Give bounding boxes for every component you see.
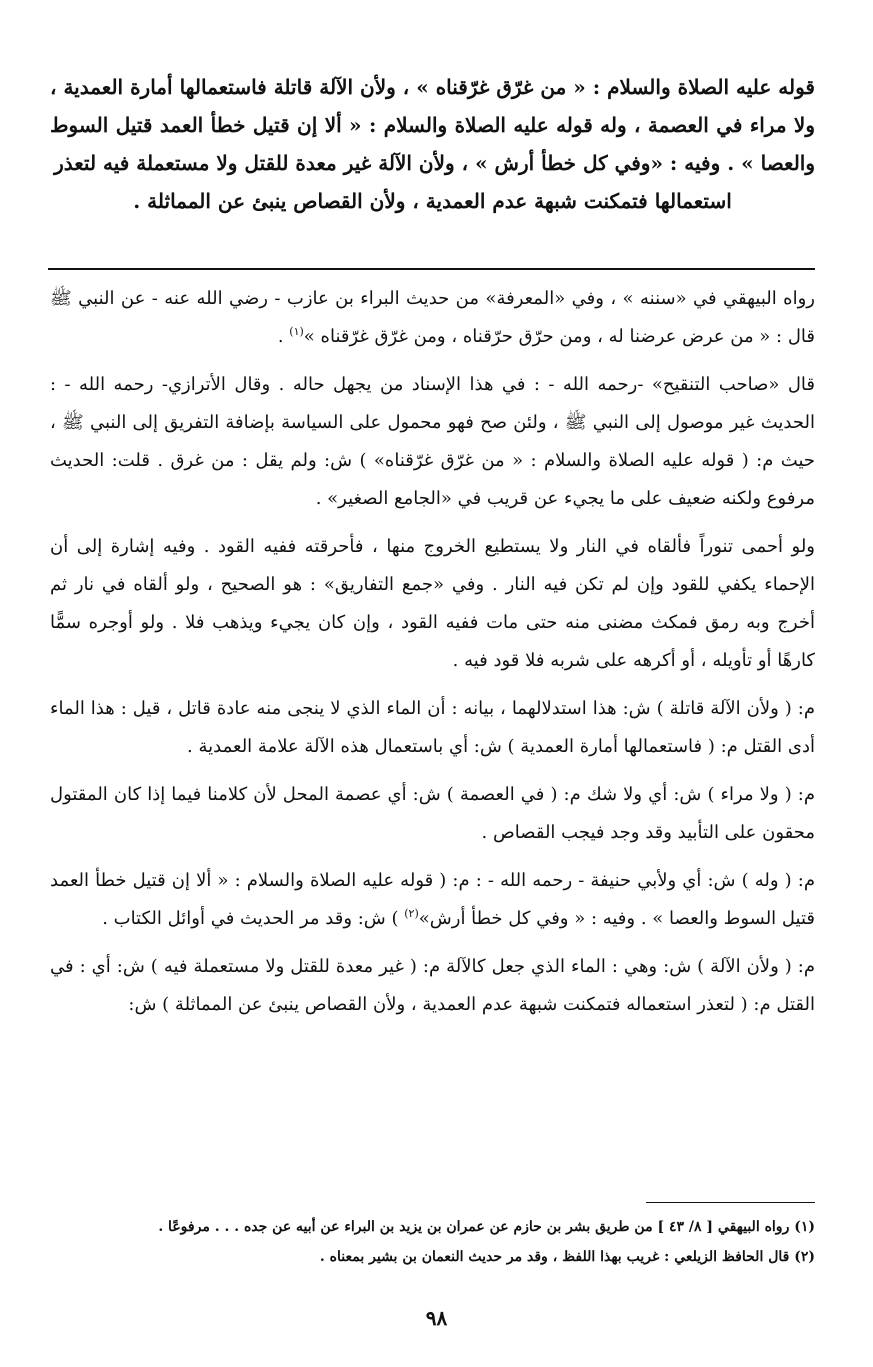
footnote: (١) رواه البيهقي [ ٨/ ٤٣ ] من طريق بشر بن حازم عن عمران بن يزيد بن البراء عن أبيه عن جده . . . مرفوعًا . — [158, 1219, 815, 1235]
text-separator-rule — [48, 268, 815, 270]
main-text — [50, 68, 815, 220]
main-paragraph: قوله عليه الصلاة والسلام : « من غرّق غرّقناه » ، ولأن الآلة قاتلة فاستعمالها أمارة العمدية ، ولا مراء في العصمة ، وله قوله عليه الصلاة والسلام : « ألا إن قتيل خطأ العمد قتيل السوط والعصا » . وفيه : «وفي كل خطأ أرش » ، ولأن الآلة غير معدة للقتل ولا مستعملة فيه لتعذر — [50, 75, 815, 175]
footnote-separator-rule — [646, 1202, 815, 1203]
commentary-paragraph: ولو أحمى تنوراً فألقاه في النار ولا يستطيع الخروج منها ، فأحرقته ففيه القود . وفيه إشارة إلى أن الإحماء يكفي للقود وإن لم تكن فيه النار . وفي «جمع التفاريق» : هو الصحيح ، ولو ألقاه في نار ثم أخرج وبه رمق فمكث مضنى منه حتى مات ففيه القود ، وإن كان يجيء ويذهب فلا . ولو أوجره سمًّا كارهًا أو تأويله ، أو أكرهه على شربه فلا قود فيه . — [50, 536, 815, 671]
footnotes — [50, 1212, 815, 1272]
commentary-paragraph: م: ( ولا مراء ) ش: أي ولا شك م: ( في العصمة ) ش: أي عصمة المحل لأن كلامنا فيما إذا كان المقتول محقون على التأبيد وقد وجد فيجب القصاص . — [50, 784, 815, 843]
main-paragraph-last-line: استعمالها فتمكنت شبهة عدم العمدية ، ولأن القصاص ينبئ عن المماثلة . — [133, 189, 732, 213]
footnote: (٢) قال الحافظ الزيلعي : غريب بهذا اللفظ ، وقد مر حديث النعمان بن بشير بمعناه . — [319, 1249, 815, 1265]
commentary-paragraph: قال «صاحب التنقيح» -رحمه الله - : في هذا الإسناد من يجهل حاله . وقال الأترازي- رحمه الله - : الحديث غير موصول إلى النبي ﷺ ، ولئن صح فهو محمول على السياسة بإضافة التفريق إلى النبي ﷺ ، حيث م: ( قوله عليه الصلاة والسلام : « من غرّق غرّقناه» ) ش: ولم يقل : من غرق . قلت: الحديث مرفوع ولكنه ضعيف على ما يجيء عن قريب في «الجامع الصغير» . — [50, 374, 815, 509]
footnote-ref: (٢) — [404, 907, 419, 920]
commentary-paragraph: م: ( ولأن الآلة قاتلة ) ش: هذا استدلالهما ، بيانه : أن الماء الذي لا ينجى منه عادة قاتل ، قيل : هذا الماء أدى القتل م: ( فاستعمالها أمارة العمدية ) ش: أي باستعمال هذه الآلة علامة العمدية . — [50, 698, 815, 757]
commentary-paragraph: رواه البيهقي في «سننه » ، وفي «المعرفة» من حديث البراء بن عازب - رضي الله عنه - عن النبي ﷺ قال : « من عرض عرضنا له ، ومن حرّق حرّقناه ، ومن غرّق غرّقناه »$^{(١)}$ . — [50, 288, 815, 347]
commentary-paragraph: م: ( ولأن الآلة ) ش: وهي : الماء الذي جعل كالآلة م: ( غير معدة للقتل ولا مستعملة فيه ) ش: أي : في القتل م: ( لتعذر استعماله فتمكنت شبهة عدم العمدية ، ولأن القصاص ينبئ عن المماثلة ) ش: — [50, 956, 815, 1015]
footnote-ref: (١) — [289, 325, 304, 338]
page-number: ٩٨ — [425, 1306, 448, 1330]
commentary — [50, 280, 815, 1034]
commentary-paragraph: م: ( وله ) ش: أي ولأبي حنيفة - رحمه الله - : م: ( قوله عليه الصلاة والسلام : « ألا إن قتيل خطأ العمد قتيل السوط والعصا » . وفيه : « وفي كل خطأ أرش»$^{(٢)}$ ) ش: وقد مر الحديث في أوائل الكتاب . — [50, 870, 815, 929]
